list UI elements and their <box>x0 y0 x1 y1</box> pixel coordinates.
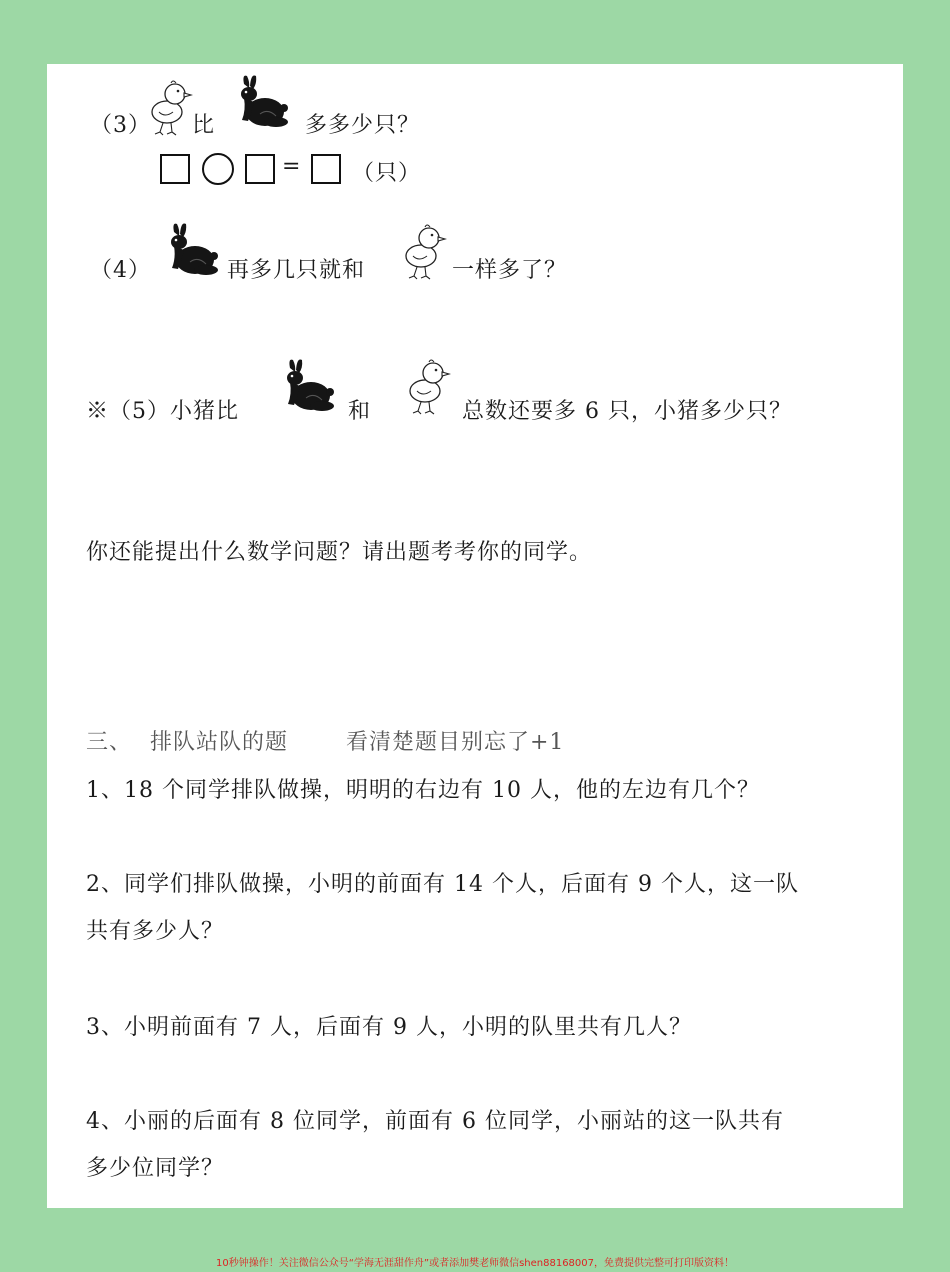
chick-icon <box>143 76 193 138</box>
problem-3: 3、小明前面有 7 人，后面有 9 人，小明的队里共有几人？ <box>86 1015 692 1040</box>
chick-icon <box>401 355 451 417</box>
q3-question: 多多少只？ <box>305 113 421 138</box>
unit-label: （只） <box>352 161 422 186</box>
q5-and: 和 <box>348 399 372 424</box>
problem-4-line-2: 多少位同学？ <box>86 1156 225 1181</box>
equals-sign: = <box>282 154 302 179</box>
rabbit-icon <box>162 222 220 280</box>
rabbit-icon <box>278 356 336 418</box>
problem-2-line-1: 2、同学们排队做操，小明的前面有 14 个人，后面有 9 个人，这一队 <box>86 872 799 897</box>
section-number: 三、 <box>86 730 133 755</box>
answer-box[interactable] <box>245 154 275 184</box>
q5-question: 总数还要多 6 只，小猪多少只？ <box>462 399 792 424</box>
result-box[interactable] <box>311 154 341 184</box>
q3-prefix: （3） <box>90 113 151 138</box>
chick-icon <box>397 220 447 282</box>
problem-2-line-2: 共有多少人？ <box>86 919 225 944</box>
problem-1: 1、18 个同学排队做操，明明的右边有 10 人，他的左边有几个？ <box>86 778 760 803</box>
extra-question: 你还能提出什么数学问题？请出题考考你的同学。 <box>86 540 593 565</box>
q5-prefix: ※（5）小猪比 <box>86 399 239 424</box>
q3-compare-word: 比 <box>192 113 216 138</box>
section-title: 排队站队的题 <box>150 730 289 755</box>
q4-middle: 再多几只就和 <box>227 258 366 283</box>
rabbit-icon <box>232 74 290 132</box>
answer-box[interactable] <box>160 154 190 184</box>
problem-4-line-1: 4、小丽的后面有 8 位同学，前面有 6 位同学，小丽站的这一队共有 <box>86 1109 784 1134</box>
q4-prefix: （4） <box>90 258 151 283</box>
q4-question: 一样多了？ <box>452 258 568 283</box>
footer-notice: 10秒钟操作！关注微信公众号“学海无涯甜作舟”或者添加樊老师微信shen88168007，免费提供完整可打印版资料！ <box>215 1258 735 1269</box>
operator-circle[interactable] <box>202 153 234 185</box>
section-tip: 看清楚题目别忘了+1 <box>346 730 565 755</box>
